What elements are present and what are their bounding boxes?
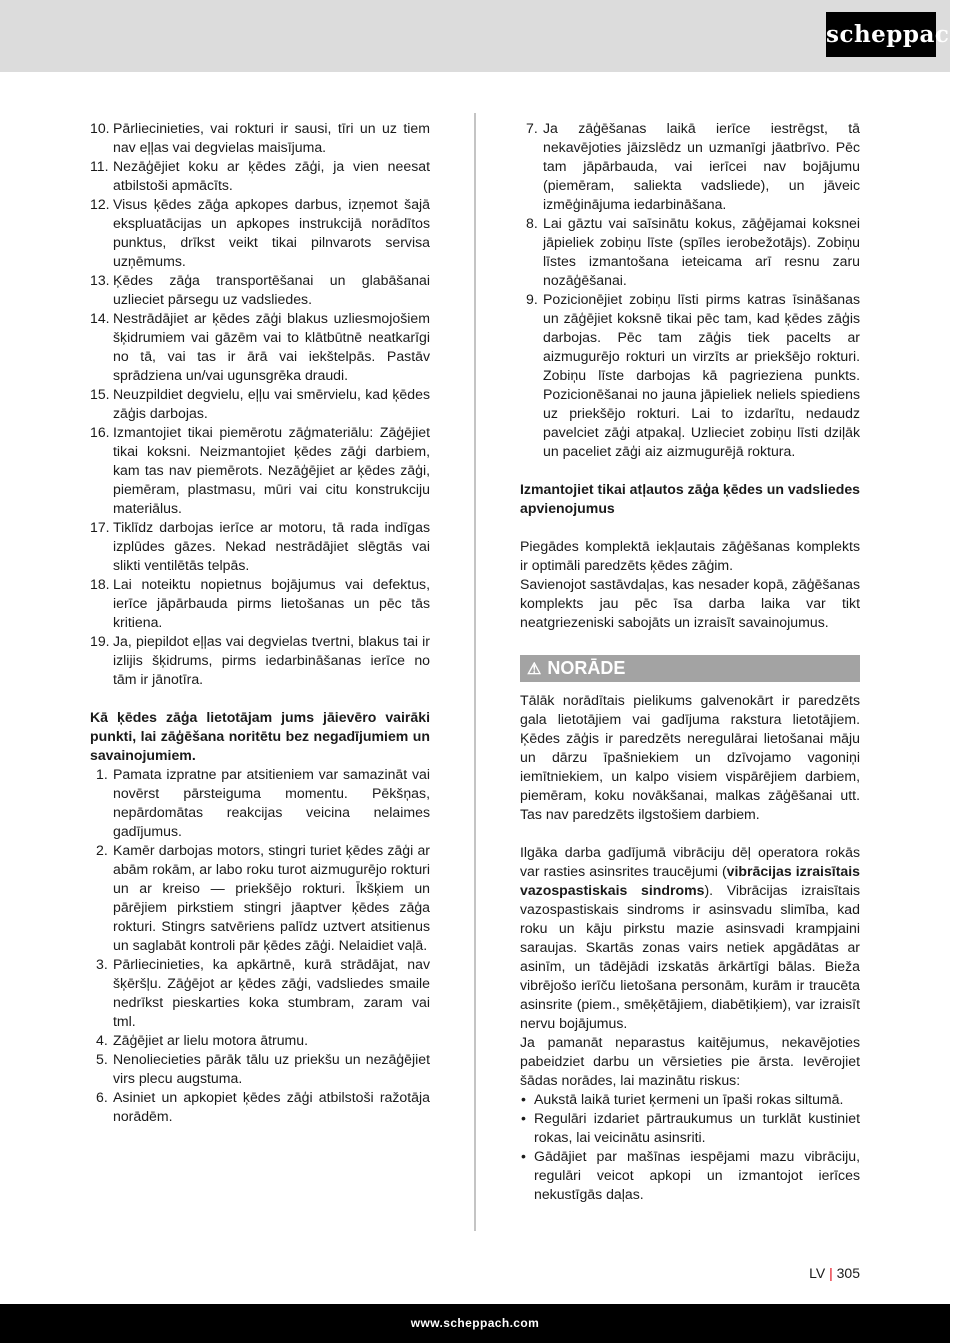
list-item: 11. Nezāģējiet koku ar ķēdes zāģi, ja vien neesat atbilstoši apmācīts. xyxy=(90,158,430,193)
website-url[interactable]: www.scheppach.com xyxy=(410,1316,540,1330)
list-item: 13. Ķēdes zāģa transportēšanai un glabāšanai uzlieciet pārsegu uz vadsliedes. xyxy=(90,272,430,307)
list-item: 14. Nestrādājiet ar ķēdes zāģi blakus uzliesmojošiem šķidrumiem vai gāzēm vai to klātbūtnē neatkarīgi no tā, vai tas ir ārā vai iekštelpās. Pastāv sprādziena un/vai ugunsgrēka draudi. xyxy=(90,310,430,383)
list-item: 1. Pamata izpratne par atsitieniem var samazināt vai novērst pārsteiguma momentu. Pēkšņas, nepārdomātas reakcijas veicina nelaimes gadījumus. xyxy=(96,766,430,839)
left-column xyxy=(90,119,430,1126)
warning-icon: ⚠ xyxy=(527,661,542,678)
list-item: • Regulāri izdariet pārtraukumus un turklāt kustiniet rokas, lai veicinātu asinsriti. xyxy=(521,1110,860,1145)
page-number: LV | 305 xyxy=(809,1265,860,1281)
right-column xyxy=(520,119,860,1204)
column-divider xyxy=(474,113,476,1231)
list-item: 10. Pārliecinieties, vai rokturi ir sausi, tīri un uz tiem nav eļļas vai degvielas maisījuma. xyxy=(90,120,430,155)
paragraph: Ja pamanāt neparastus kaitējumus, nekavējoties pabeidziet darbu un vērsieties pie ārsta. Ievērojiet šādas norādes, lai mazinātu riskus: xyxy=(520,1034,860,1088)
notice-label: NORĀDE xyxy=(547,658,626,678)
list-item: • Aukstā laikā turiet ķermeni un īpaši rokas siltumā. xyxy=(521,1091,844,1107)
list-item: 9. Pozicionējiet zobiņu līsti pirms katras īsināšanas un zāģējiet koksnē tikai pēc tam, kad ķēdes zāģis darbojas. Pēc tam zāģis tiek pacelts ar aizmugurējo rokturi un virzīts ar priekšējo rokturi. Zobiņu līste darbojas kā pagrieziena punkts. Pozicionēšanai no jauna jāpieliek neliels spiediens uz priekšējo rokturi. Lai to izdarītu, nedaudz pavelciet zāģi atpakaļ. Uzlieciet zobiņu līsti dziļāk un paceliet zāģi aiz aizmugurējā roktura. xyxy=(526,291,860,459)
list-item: 5. Nenoliecieties pārāk tālu uz priekšu un nezāģējiet virs plecu augstuma. xyxy=(96,1051,430,1086)
brand-logo: scheppach xyxy=(826,12,936,57)
header-bar xyxy=(0,0,967,72)
list-item: 8. Lai gāztu vai saīsinātu kokus, zāģējamai koksnei jāpieliek zobiņu līste (spīles ierobežotājs). Zobiņu līstes izmantošana ieteicama arī resnu zaru nozāģēšanai. xyxy=(526,215,860,288)
list-item: 18. Lai noteiktu nopietnus bojājumus vai defektus, ierīce jāpārbauda pirms lietošanas un pēc tās kritiena. xyxy=(90,576,430,630)
list-item: 12. Visus ķēdes zāģa apkopes darbus, izņemot šajā ekspluatācijas un apkopes instrukcijā norādītos punktus, drīkst veikt tikai pilnvarots servisa uzņēmums. xyxy=(90,196,430,269)
paragraph: Ilgāka darba gadījumā vibrāciju dēļ operatora rokās var rasties asinsrites traucējumi (vibrācijas izraisītais vazospastiskais sindroms). Vibrācijas izraisītais vazospastiskais sindroms ir asinsvadu slimība, kad roku un kāju pirkstu mazie asinsvadi krampjaini saraujas. Skartās zonas vairs netiek apgādātas ar asinīm, un tādējādi izskatās ārkārtīgi bālas. Bieža vibrējošo ierīču lietošana personām, kurām ir traucēta asinsrite (piem., smēķētājiem, diabētiķiem), var izraisīt nervu bojājumus. xyxy=(520,844,860,1031)
list-item: 15. Neuzpildiet degvielu, eļļu vai smērvielu, kad ķēdes zāģis darbojas. xyxy=(90,386,430,421)
notice-banner xyxy=(520,655,860,682)
safety-list-c xyxy=(520,119,860,461)
section-heading: Kā ķēdes zāģa lietotājam jums jāievēro vairāki punkti, lai zāģēšana noritētu bez negadījumiem un savainojumiem. xyxy=(90,709,430,763)
safety-list-b xyxy=(90,765,430,1126)
paragraph: Savienojot sastāvdaļas, kas nesader kopā, zāģēšanas komplekts jau pēc īsa darba laika var tikt neatgriezeniski sabojāts un izraisīt savainojumus. xyxy=(520,576,860,630)
list-item: 19. Ja, piepildot eļļas vai degvielas tvertni, blakus tai ir izlijis šķidrums, pirms iedarbināšanas ierīce no tām ir jānotīra. xyxy=(90,633,430,687)
list-item: 16. Izmantojiet tikai piemērotu zāģmateriālu: Zāģējiet tikai koksni. Neizmantojiet ķēdes zāģi darbiem, kam tas nav piemērots. Nezāģējiet ar ķēdes zāģi, piemēram, plastmasu, mūri vai citu konstrukciju materiālus. xyxy=(90,424,430,516)
list-item: 2. Kamēr darbojas motors, stingri turiet ķēdes zāģi ar abām rokām, ar labo roku turot aizmugurējo rokturi un ar kreiso — priekšējo rokturi. Īkšķiem un pārējiem pirkstiem stingri jāaptver ķēdes zāģa rokturi. Stingrs satvēriens palīdz uztvert atsitienus un saglabāt kontroli pār ķēdes zāģi. Nelaidiet vaļā. xyxy=(96,842,430,953)
list-item: 6. Asiniet un apkopiet ķēdes zāģi atbilstoši ražotāja norādēm. xyxy=(96,1089,430,1124)
section-heading: Izmantojiet tikai atļautos zāģa ķēdes un vadsliedes apvienojumus xyxy=(520,481,860,516)
list-item: 7. Ja zāģēšanas laikā ierīce iestrēgst, tā nekavējoties jāizslēdz un uzmanīgi jāatbrīvo. Pēc tam jāpārbauda, vai ierīcei nav bojājumu (piemēram, saliekta vadsliede), un jāveic izmēģinājuma iedarbināšana. xyxy=(526,120,860,212)
list-item: 3. Pārliecinieties, ka apkārtnē, kurā strādājat, nav šķēršļu. Zāģējot ar ķēdes zāģi, vadsliedes smaile nedrīkst pieskarties koka stumbram, zaram vai tml. xyxy=(96,956,430,1029)
bullet-list xyxy=(520,1090,860,1204)
list-item: 17. Tiklīdz darbojas ierīce ar motoru, tā rada indīgas izplūdes gāzes. Nekad nestrādājiet slēgtās vai slikti ventilētās telpās. xyxy=(90,519,430,573)
paragraph: Piegādes komplektā iekļautais zāģēšanas komplekts ir optimāli paredzēts ķēdes zāģim. xyxy=(520,538,860,573)
paragraph: Tālāk norādītais pielikums galvenokārt ir paredzēts gala lietotājiem vai gadījuma rakstura lietotājiem. Ķēdes zāģis ir paredzēts neregulārai lietošanai māju un dārzu īpašniekiem un dzīvojamo vagoniņi iemītniekiem, un kalpo visiem vispārējiem darbiem, piemēram, koku novākšanai, malkas zāģēšanai utt. Tas nav paredzēts ilgstošiem darbiem. xyxy=(520,692,860,822)
list-item: • Gādājiet par mašīnas iespējami mazu vibrāciju, regulāri veicot apkopi un izmantojot ierīces nekustīgās daļas. xyxy=(521,1148,860,1202)
footer-bar xyxy=(0,1304,950,1343)
list-item: 4. Zāģējiet ar lielu motora ātrumu. xyxy=(96,1032,309,1048)
safety-list-a xyxy=(90,119,430,689)
